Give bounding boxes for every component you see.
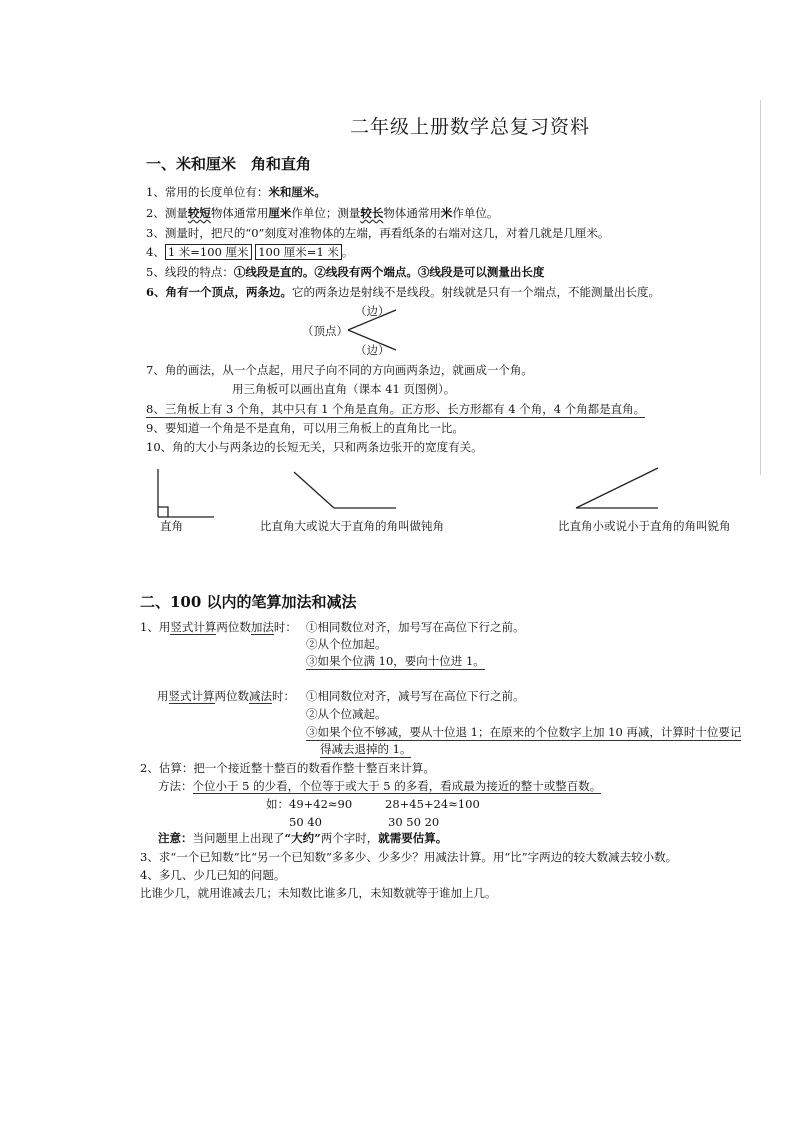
item-9: 9、要知道一个角是不是直角，可以用三角板上的直角比一比。	[146, 421, 464, 435]
conversion-box-2: 100 厘米=1 米	[255, 244, 342, 260]
right-angle-figure	[150, 465, 220, 521]
conversion-box-1: 1 米=100 厘米	[165, 244, 252, 260]
item-8: 8、三角板上有 3 个角，其中只有 1 个角是直角。正方形、长方形都有 4 个角，4 个角都是直角。	[146, 402, 646, 416]
item-4-more-less: 4、多几、少几已知的问题。	[140, 868, 286, 882]
subtraction-step-2: ②从个位减起。	[306, 707, 387, 721]
section2-heading: 二、100 以内的笔算加法和减法	[140, 593, 357, 611]
acute-angle-figure	[572, 464, 662, 512]
estimate-example-1-rounded: 50 40	[289, 815, 322, 829]
addition-step-3: ③如果个位满 10，要向十位进 1。	[306, 654, 485, 668]
right-angle-label: 直角	[160, 519, 183, 533]
subtraction-rule-label: 用竖式计算两位数减法时：	[157, 689, 295, 703]
angle-diagram	[340, 306, 400, 354]
addition-rule-label: 1、用竖式计算两位数加法时：	[140, 620, 297, 634]
page-title: 二年级上册数学总复习资料	[350, 116, 591, 138]
estimate-example-2: 28+45+24≈100	[385, 797, 480, 811]
estimate-example-1: 49+42≈90	[289, 797, 353, 811]
item-1: 1、常用的长度单位有：米和厘米。	[146, 185, 326, 199]
angle-label-vertex: （顶点）	[302, 324, 348, 338]
subtraction-step-3: ③如果个位不够减，要从十位退 1；在原来的个位数字上加 10 再减，计算时十位要记	[306, 725, 742, 739]
item-5: 5、线段的特点：①线段是直的。②线段有两个端点。③线段是可以测量出长度	[146, 265, 545, 279]
item-2: 2、测量较短物体通常用厘米作单位；测量较长物体通常用米作单位。	[146, 206, 499, 220]
angle-side-bottom	[348, 330, 396, 350]
estimate-note: 注意：当问题里上出现了“大约”两个字时，就需要估算。	[158, 831, 448, 845]
item-7: 7、角的画法，从一个点起，用尺子向不同的方向画两条边，就画成一个角。	[146, 363, 533, 377]
obtuse-angle-figure	[290, 468, 400, 512]
obtuse-angle-label: 比直角大或说大于直角的角叫做钝角	[260, 519, 444, 533]
item-4-explanation: 比谁少几，就用谁减去几；未知数比谁多几，未知数就等于谁加上几。	[140, 886, 497, 900]
margin-rule	[760, 100, 761, 475]
item-3: 3、测量时，把尺的“0”刻度对准物体的左端，再看纸条的右端对这几，对着几就是几厘米。	[146, 226, 610, 240]
item-3-comparison: 3、求“一个已知数”比“另一个已知数”多多少、少多少？用减法计算。用“比”字两边的较大数减去较小数。	[140, 850, 678, 864]
angle-label-top-side: （边）	[355, 304, 390, 318]
angle-side-top	[348, 310, 396, 330]
addition-step-1: ①相同数位对齐，加号写在高位下行之前。	[306, 620, 525, 634]
subtraction-step-1: ①相同数位对齐，减号写在高位下行之前。	[306, 689, 525, 703]
item-4: 4、 1 米=100 厘米 100 厘米=1 米 。	[146, 245, 354, 259]
subtraction-step-3-cont: 得减去退掉的 1。	[320, 742, 412, 756]
acute-angle-label: 比直角小或说小于直角的角叫锐角	[558, 519, 731, 533]
item-7b: 用三角板可以画出直角（课本 41 页图例）。	[232, 382, 456, 396]
estimate-method: 方法：个位小于 5 的少看，个位等于或大于 5 的多看，看成最为接近的整十或整百数。	[158, 779, 602, 793]
item-10: 10、角的大小与两条边的长短无关，只和两条边张开的宽度有关。	[146, 440, 483, 454]
item-6: 6、角有一个顶点，两条边。它的两条边是射线不是线段。射线就是只有一个端点，不能测量出长度。	[146, 285, 661, 299]
estimate-rule: 2、估算：把一个接近整十整百的数看作整十整百来计算。	[140, 761, 435, 775]
estimate-example-2-rounded: 30 50 20	[388, 815, 440, 829]
estimate-example-prefix: 如：	[266, 797, 289, 811]
section1-heading: 一、米和厘米 角和直角	[146, 155, 312, 173]
angle-label-bottom-side: （边）	[355, 343, 390, 357]
addition-step-2: ②从个位加起。	[306, 637, 387, 651]
